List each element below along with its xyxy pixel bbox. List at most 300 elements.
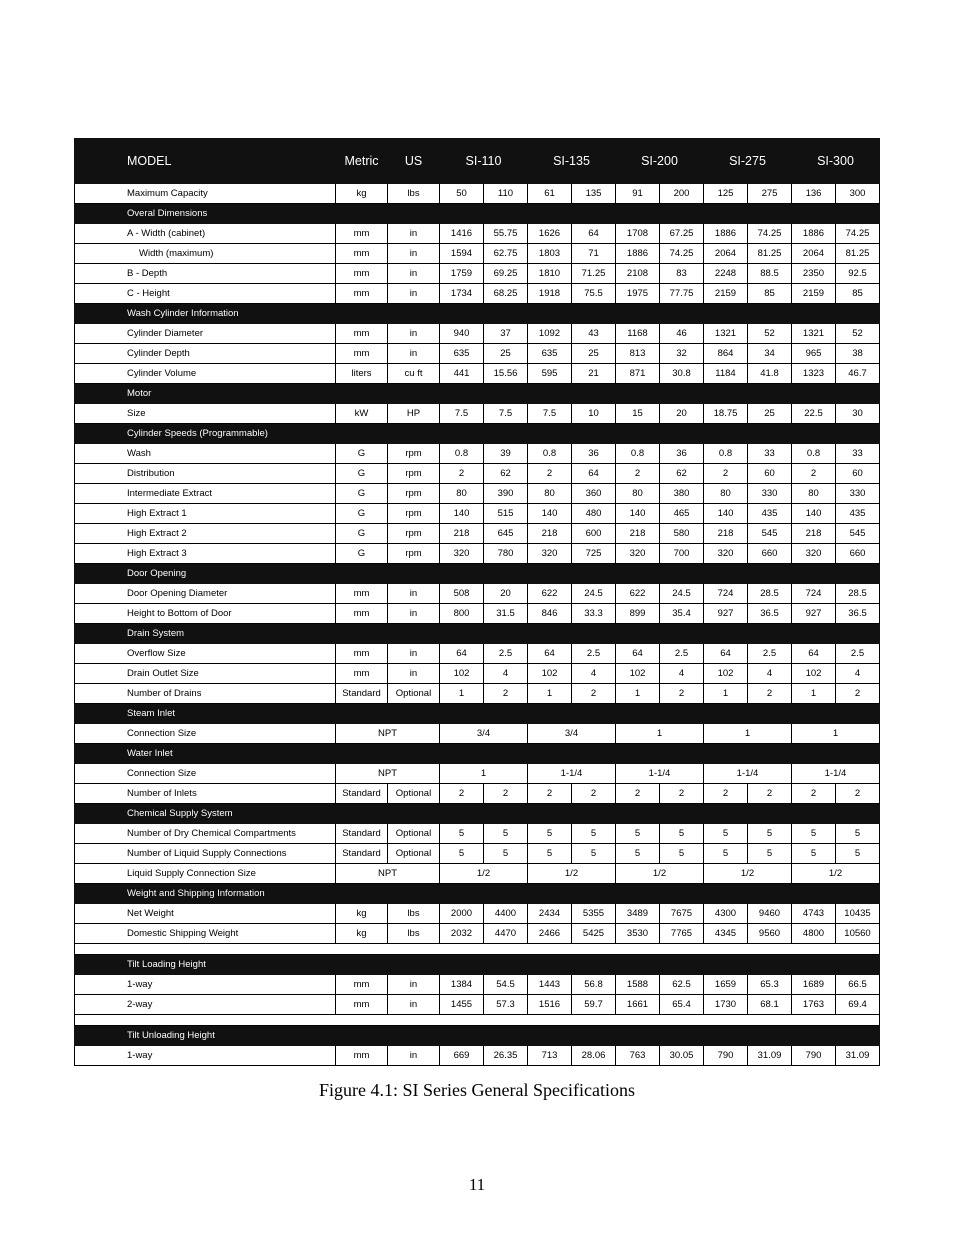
table-row	[75, 184, 880, 204]
value-cell: 1803	[528, 244, 572, 264]
value-cell: 28.5	[836, 584, 880, 604]
value-cell: 135	[572, 184, 616, 204]
value-cell: 2	[748, 684, 792, 704]
value-cell: 669	[440, 1046, 484, 1066]
value-cell: 600	[572, 524, 616, 544]
value-cell: 39	[484, 444, 528, 464]
value-cell: 5	[748, 844, 792, 864]
table-row	[75, 264, 880, 284]
value-cell: 7675	[660, 904, 704, 924]
value-cell: 1708	[616, 224, 660, 244]
value-cell: 43	[572, 324, 616, 344]
value-cell: 81.25	[748, 244, 792, 264]
value-cell: 5	[484, 824, 528, 844]
value-cell: 1	[792, 724, 880, 744]
value-cell: 5	[704, 824, 748, 844]
metric-unit-cell: G	[336, 524, 388, 544]
value-cell: 1	[528, 684, 572, 704]
value-cell: 7765	[660, 924, 704, 944]
row-label: 1-way	[75, 975, 336, 995]
value-cell: 5	[660, 844, 704, 864]
value-cell: 22.5	[792, 404, 836, 424]
value-cell: 80	[792, 484, 836, 504]
section-header-row	[75, 384, 880, 404]
section-header-row	[75, 804, 880, 824]
value-cell: 25	[572, 344, 616, 364]
value-cell: 46.7	[836, 364, 880, 384]
value-cell: 2	[704, 464, 748, 484]
value-cell: 37	[484, 324, 528, 344]
value-cell: 24.5	[572, 584, 616, 604]
specifications-table	[74, 138, 880, 1066]
value-cell: 83	[660, 264, 704, 284]
value-cell: 65.4	[660, 995, 704, 1015]
value-cell: 1661	[616, 995, 660, 1015]
metric-unit-cell: mm	[336, 284, 388, 304]
value-cell: 1-1/4	[704, 764, 792, 784]
value-cell: 52	[836, 324, 880, 344]
value-cell: 1092	[528, 324, 572, 344]
row-label: Cylinder Diameter	[75, 324, 336, 344]
value-cell: 1/2	[528, 864, 616, 884]
value-cell: 846	[528, 604, 572, 624]
value-cell: 275	[748, 184, 792, 204]
value-cell: 380	[660, 484, 704, 504]
value-cell: 0.8	[704, 444, 748, 464]
value-cell: 74.25	[748, 224, 792, 244]
value-cell: 85	[748, 284, 792, 304]
value-cell: 1-1/4	[528, 764, 616, 784]
row-label: Number of Inlets	[75, 784, 336, 804]
row-label: Cylinder Volume	[75, 364, 336, 384]
value-cell: 2.5	[660, 644, 704, 664]
value-cell: 200	[660, 184, 704, 204]
us-unit-cell: in	[388, 1046, 440, 1066]
value-cell: 4	[660, 664, 704, 684]
value-cell: 2248	[704, 264, 748, 284]
value-cell: 700	[660, 544, 704, 564]
section-header-label: Motor	[75, 384, 880, 404]
value-cell: 64	[528, 644, 572, 664]
value-cell: 2064	[792, 244, 836, 264]
value-cell: 1-1/4	[792, 764, 880, 784]
value-cell: 1416	[440, 224, 484, 244]
value-cell: 4470	[484, 924, 528, 944]
value-cell: 2	[836, 784, 880, 804]
value-cell: 218	[616, 524, 660, 544]
value-cell: 2	[572, 784, 616, 804]
value-cell: 68.1	[748, 995, 792, 1015]
value-cell: 110	[484, 184, 528, 204]
value-cell: 80	[616, 484, 660, 504]
table-row	[75, 524, 880, 544]
section-header-row	[75, 955, 880, 975]
value-cell: 545	[836, 524, 880, 544]
value-cell: 0.8	[440, 444, 484, 464]
table-row	[75, 504, 880, 524]
value-cell: 2434	[528, 904, 572, 924]
row-label: A - Width (cabinet)	[75, 224, 336, 244]
table-row	[75, 584, 880, 604]
value-cell: 218	[792, 524, 836, 544]
value-cell: 763	[616, 1046, 660, 1066]
section-header-row	[75, 624, 880, 644]
section-header-label: Chemical Supply System	[75, 804, 880, 824]
value-cell: 36	[572, 444, 616, 464]
row-label: Maximum Capacity	[75, 184, 336, 204]
us-unit-cell: rpm	[388, 524, 440, 544]
value-cell: 33.3	[572, 604, 616, 624]
value-cell: 1	[440, 684, 484, 704]
value-cell: 4345	[704, 924, 748, 944]
value-cell: 64	[572, 464, 616, 484]
metric-unit-cell: kg	[336, 184, 388, 204]
value-cell: 2000	[440, 904, 484, 924]
value-cell: 71.25	[572, 264, 616, 284]
value-cell: 21	[572, 364, 616, 384]
value-cell: 320	[704, 544, 748, 564]
section-header-label: Overal Dimensions	[75, 204, 880, 224]
value-cell: 622	[616, 584, 660, 604]
value-cell: 64	[792, 644, 836, 664]
value-cell: 660	[836, 544, 880, 564]
value-cell: 515	[484, 504, 528, 524]
value-cell: 30.05	[660, 1046, 704, 1066]
table-row	[75, 724, 880, 744]
header-model: MODEL	[75, 139, 336, 184]
value-cell: 67.25	[660, 224, 704, 244]
value-cell: 1626	[528, 224, 572, 244]
value-cell: 4400	[484, 904, 528, 924]
value-cell: 218	[704, 524, 748, 544]
metric-unit-cell: mm	[336, 584, 388, 604]
value-cell: 3489	[616, 904, 660, 924]
table-row	[75, 844, 880, 864]
value-cell: 2	[440, 784, 484, 804]
metric-unit-cell: G	[336, 504, 388, 524]
value-cell: 71	[572, 244, 616, 264]
figure-caption: Figure 4.1: SI Series General Specifications	[319, 1080, 635, 1100]
value-cell: 3/4	[528, 724, 616, 744]
value-cell: 545	[748, 524, 792, 544]
value-cell: 790	[704, 1046, 748, 1066]
value-cell: 69.4	[836, 995, 880, 1015]
value-cell: 1918	[528, 284, 572, 304]
value-cell: 635	[528, 344, 572, 364]
value-cell: 10560	[836, 924, 880, 944]
table-row	[75, 824, 880, 844]
spacer-row	[75, 944, 880, 955]
unit-cell: NPT	[336, 764, 440, 784]
value-cell: 5	[792, 824, 836, 844]
spacer-cell	[75, 944, 880, 955]
metric-unit-cell: Standard	[336, 684, 388, 704]
value-cell: 660	[748, 544, 792, 564]
value-cell: 899	[616, 604, 660, 624]
value-cell: 5	[836, 844, 880, 864]
value-cell: 635	[440, 344, 484, 364]
value-cell: 60	[748, 464, 792, 484]
metric-unit-cell: kW	[336, 404, 388, 424]
value-cell: 4	[748, 664, 792, 684]
value-cell: 2	[792, 784, 836, 804]
row-label: High Extract 3	[75, 544, 336, 564]
value-cell: 2	[616, 784, 660, 804]
us-unit-cell: Optional	[388, 824, 440, 844]
value-cell: 5	[660, 824, 704, 844]
metric-unit-cell: mm	[336, 664, 388, 684]
metric-unit-cell: mm	[336, 604, 388, 624]
value-cell: 57.3	[484, 995, 528, 1015]
value-cell: 69.25	[484, 264, 528, 284]
metric-unit-cell: kg	[336, 904, 388, 924]
value-cell: 62.75	[484, 244, 528, 264]
value-cell: 1763	[792, 995, 836, 1015]
value-cell: 31.09	[748, 1046, 792, 1066]
row-label: Number of Liquid Supply Connections	[75, 844, 336, 864]
row-label: B - Depth	[75, 264, 336, 284]
us-unit-cell: lbs	[388, 904, 440, 924]
value-cell: 1/2	[616, 864, 704, 884]
value-cell: 34	[748, 344, 792, 364]
row-label: Distribution	[75, 464, 336, 484]
value-cell: 1323	[792, 364, 836, 384]
row-label: 1-way	[75, 1046, 336, 1066]
value-cell: 32	[660, 344, 704, 364]
us-unit-cell: in	[388, 344, 440, 364]
value-cell: 74.25	[836, 224, 880, 244]
value-cell: 2159	[704, 284, 748, 304]
value-cell: 465	[660, 504, 704, 524]
value-cell: 645	[484, 524, 528, 544]
value-cell: 2	[704, 784, 748, 804]
value-cell: 2	[660, 784, 704, 804]
value-cell: 4800	[792, 924, 836, 944]
table-row	[75, 1046, 880, 1066]
value-cell: 4	[836, 664, 880, 684]
table-row	[75, 344, 880, 364]
page-number: 11	[468, 1175, 486, 1194]
value-cell: 1588	[616, 975, 660, 995]
value-cell: 64	[440, 644, 484, 664]
table-row	[75, 664, 880, 684]
row-label: 2-way	[75, 995, 336, 1015]
value-cell: 1455	[440, 995, 484, 1015]
us-unit-cell: Optional	[388, 844, 440, 864]
value-cell: 2.5	[748, 644, 792, 664]
table-row	[75, 324, 880, 344]
value-cell: 80	[704, 484, 748, 504]
metric-unit-cell: mm	[336, 644, 388, 664]
header-us: US	[388, 139, 440, 184]
value-cell: 74.25	[660, 244, 704, 264]
us-unit-cell: in	[388, 324, 440, 344]
us-unit-cell: rpm	[388, 484, 440, 504]
value-cell: 218	[528, 524, 572, 544]
value-cell: 15	[616, 404, 660, 424]
row-label: Number of Dry Chemical Compartments	[75, 824, 336, 844]
header-model-si-135: SI-135	[528, 139, 616, 184]
row-label: Connection Size	[75, 764, 336, 784]
value-cell: 5355	[572, 904, 616, 924]
section-header-row	[75, 744, 880, 764]
section-header-row	[75, 704, 880, 724]
value-cell: 1516	[528, 995, 572, 1015]
row-label: Cylinder Depth	[75, 344, 336, 364]
value-cell: 2	[528, 784, 572, 804]
us-unit-cell: rpm	[388, 544, 440, 564]
table-row	[75, 364, 880, 384]
value-cell: 724	[792, 584, 836, 604]
value-cell: 435	[748, 504, 792, 524]
value-cell: 5	[440, 824, 484, 844]
section-header-label: Wash Cylinder Information	[75, 304, 880, 324]
value-cell: 1886	[704, 224, 748, 244]
value-cell: 3/4	[440, 724, 528, 744]
value-cell: 580	[660, 524, 704, 544]
value-cell: 62.5	[660, 975, 704, 995]
value-cell: 940	[440, 324, 484, 344]
value-cell: 2	[572, 684, 616, 704]
metric-unit-cell: Standard	[336, 844, 388, 864]
us-unit-cell: lbs	[388, 184, 440, 204]
value-cell: 480	[572, 504, 616, 524]
table-row	[75, 684, 880, 704]
metric-unit-cell: mm	[336, 995, 388, 1015]
section-header-label: Weight and Shipping Information	[75, 884, 880, 904]
table-row	[75, 784, 880, 804]
metric-unit-cell: Standard	[336, 824, 388, 844]
value-cell: 80	[440, 484, 484, 504]
us-unit-cell: in	[388, 644, 440, 664]
value-cell: 5	[792, 844, 836, 864]
value-cell: 927	[704, 604, 748, 624]
value-cell: 140	[792, 504, 836, 524]
value-cell: 9460	[748, 904, 792, 924]
table-body	[75, 184, 880, 1066]
value-cell: 2	[484, 784, 528, 804]
value-cell: 1	[704, 684, 748, 704]
value-cell: 102	[528, 664, 572, 684]
value-cell: 1659	[704, 975, 748, 995]
value-cell: 4300	[704, 904, 748, 924]
value-cell: 1	[440, 764, 528, 784]
us-unit-cell: rpm	[388, 464, 440, 484]
metric-unit-cell: G	[336, 444, 388, 464]
value-cell: 927	[792, 604, 836, 624]
value-cell: 1	[616, 724, 704, 744]
value-cell: 41.8	[748, 364, 792, 384]
row-label: Width (maximum)	[75, 244, 336, 264]
value-cell: 5	[572, 824, 616, 844]
value-cell: 2.5	[484, 644, 528, 664]
value-cell: 2	[660, 684, 704, 704]
value-cell: 3530	[616, 924, 660, 944]
table-row	[75, 404, 880, 424]
value-cell: 800	[440, 604, 484, 624]
value-cell: 5	[616, 824, 660, 844]
value-cell: 4743	[792, 904, 836, 924]
value-cell: 28.06	[572, 1046, 616, 1066]
table-row	[75, 284, 880, 304]
value-cell: 26.35	[484, 1046, 528, 1066]
row-label: Number of Drains	[75, 684, 336, 704]
section-header-row	[75, 204, 880, 224]
row-label: Liquid Supply Connection Size	[75, 864, 336, 884]
value-cell: 31.09	[836, 1046, 880, 1066]
section-header-row	[75, 424, 880, 444]
value-cell: 1/2	[440, 864, 528, 884]
value-cell: 2159	[792, 284, 836, 304]
value-cell: 5	[528, 824, 572, 844]
table-row	[75, 244, 880, 264]
table-row	[75, 975, 880, 995]
value-cell: 56.8	[572, 975, 616, 995]
value-cell: 300	[836, 184, 880, 204]
value-cell: 2466	[528, 924, 572, 944]
value-cell: 20	[660, 404, 704, 424]
us-unit-cell: in	[388, 284, 440, 304]
value-cell: 0.8	[792, 444, 836, 464]
row-label: Overflow Size	[75, 644, 336, 664]
table-row	[75, 995, 880, 1015]
value-cell: 1	[704, 724, 792, 744]
value-cell: 2350	[792, 264, 836, 284]
value-cell: 5	[484, 844, 528, 864]
value-cell: 102	[616, 664, 660, 684]
metric-unit-cell: Standard	[336, 784, 388, 804]
value-cell: 1594	[440, 244, 484, 264]
section-header-row	[75, 304, 880, 324]
value-cell: 1730	[704, 995, 748, 1015]
us-unit-cell: HP	[388, 404, 440, 424]
metric-unit-cell: G	[336, 484, 388, 504]
value-cell: 68.25	[484, 284, 528, 304]
value-cell: 30	[836, 404, 880, 424]
value-cell: 92.5	[836, 264, 880, 284]
us-unit-cell: rpm	[388, 504, 440, 524]
value-cell: 64	[616, 644, 660, 664]
value-cell: 2	[616, 464, 660, 484]
metric-unit-cell: mm	[336, 244, 388, 264]
section-header-label: Cylinder Speeds (Programmable)	[75, 424, 880, 444]
value-cell: 25	[484, 344, 528, 364]
value-cell: 102	[792, 664, 836, 684]
value-cell: 724	[704, 584, 748, 604]
row-label: Intermediate Extract	[75, 484, 336, 504]
value-cell: 713	[528, 1046, 572, 1066]
value-cell: 2108	[616, 264, 660, 284]
table-row	[75, 764, 880, 784]
table-row	[75, 864, 880, 884]
table-row	[75, 604, 880, 624]
metric-unit-cell: mm	[336, 224, 388, 244]
value-cell: 36.5	[748, 604, 792, 624]
metric-unit-cell: mm	[336, 975, 388, 995]
us-unit-cell: Optional	[388, 684, 440, 704]
value-cell: 36	[660, 444, 704, 464]
value-cell: 2	[836, 684, 880, 704]
header-metric: Metric	[336, 139, 388, 184]
value-cell: 1321	[792, 324, 836, 344]
value-cell: 5	[704, 844, 748, 864]
table-row	[75, 544, 880, 564]
value-cell: 218	[440, 524, 484, 544]
value-cell: 1	[616, 684, 660, 704]
row-label: Net Weight	[75, 904, 336, 924]
value-cell: 61	[528, 184, 572, 204]
value-cell: 965	[792, 344, 836, 364]
